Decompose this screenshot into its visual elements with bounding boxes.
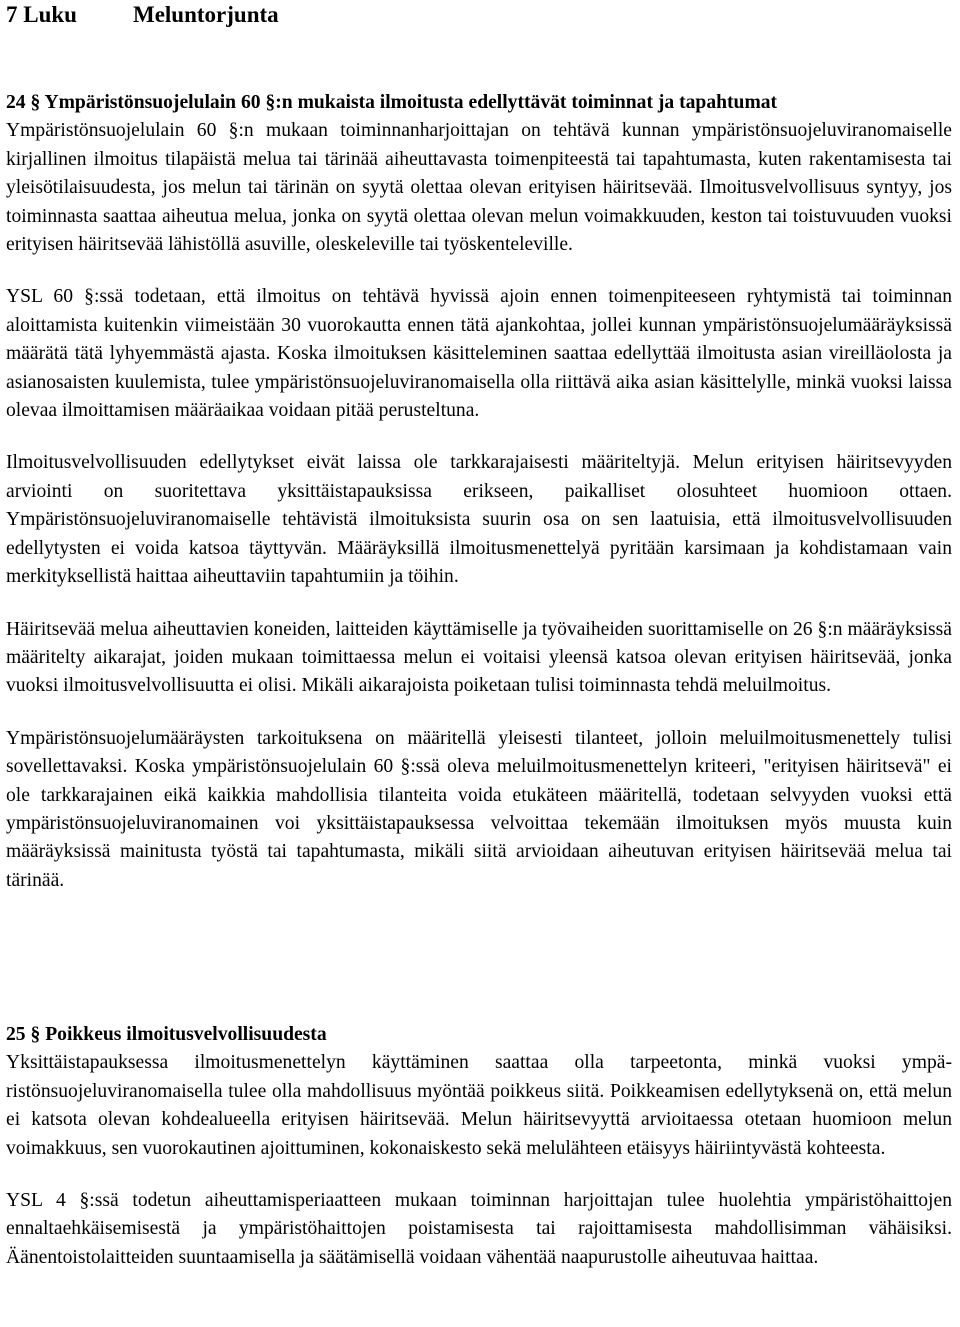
section-24-paragraph-2: YSL 60 §:ssä todetaan, että ilmoitus on tehtävä hyvissä ajoin ennen toimenpiteeseen ryhtymistä tai toiminnan aloittamista kuitenkin viimeistään 30 vuorokautta ennen tätä ajankohtaa, jollei kunnan ympäristönsuojelumääräyksissä määrätä tätä lyhyemmästä ajasta. Koska ilmoituksen käsitteleminen saattaa edellyttää ilmoitusta asian vireilläolosta ja asianosaisten kuulemista, tulee ympäristönsuojeluviranomaisella olla riittävä aika asian käsittelylle, minkä vuoksi laissa olevaa ilmoittamisen määräaikaa voidaan pitää perusteltuna. <box>6 286 952 422</box>
section-25-title: 25 § Poikkeus ilmoitusvelvollisuudesta <box>6 1024 327 1045</box>
section-24-paragraph-5: Ympäristönsuojelumääräysten tarkoituksena on määritellä yleisesti tilanteet, jolloin meluilmoitusmenettely tulisi sovellettavaksi. Koska ympäristönsuojelulain 60 §:ssä oleva meluilmoitusmenettelyn kriteeri, "erityisen häiritsevä" ei ole tarkkarajainen eikä kaikkia mahdollisia tilanteita voida etukäteen määritellä, todetaan selvyyden vuoksi että ympäristönsuojeluviranomainen voi yksittäistapauksessa velvoittaa tekemään ilmoituksen myös muusta kuin määräyksissä mainitusta työstä tai tapahtumasta, mikäli siitä arvioidaan aiheutuvan erityisen häiritsevää melua tai tärinää. <box>6 727 952 891</box>
section-25 <box>6 1021 952 1296</box>
section-24-paragraph-1: Ympäristönsuojelulain 60 §:n mukaan toiminnanharjoittajan on tehtävä kunnan ympäristönsuojeluviranomaiselle kirjallinen ilmoitus tilapäistä melua tai tärinää aiheuttavasta toimenpiteestä tai tapahtumasta, kuten rakentamisesta tai yleisötilaisuudesta, jos melun tai tärinän on syytä olettaa olevan erityisen häiritsevää. Ilmoitusvelvollisuus syntyy, jos toiminnasta saattaa aiheutua melua, jonka on syytä olettaa olevan melun voimakkuuden, keston tai toistuvuuden vuoksi erityisen häiritsevää lähistöllä asuville, oleskeleville tai työskenteleville. <box>6 120 952 256</box>
chapter-title: Meluntorjunta <box>133 2 279 27</box>
section-24-title: 24 § Ympäristönsuojelulain 60 §:n mukaista ilmoitusta edellyttävät toiminnat ja tapahtumat <box>6 92 778 113</box>
chapter-heading <box>6 0 279 30</box>
section-24-paragraph-4: Häiritsevää melua aiheuttavien koneiden, laitteiden käyttämiselle ja työvaiheiden suorittamiselle on 26 §:n määräyksissä määritelty aikarajat, joiden mukaan toimittaessa melun ei voitaisi yleensä katsoa olevan erityisen häiritsevää, jonka vuoksi ilmoitusvelvollisuutta ei olisi. Mikäli aikarajoista poiketaan tulisi toiminnasta tehdä meluilmoitus. <box>6 618 952 697</box>
section-25-paragraph-1: Yksittäistapauksessa ilmoitusmenettelyn käyttäminen saattaa olla tarpeetonta, minkä vuoksi ympäristönsuojeluviranomaisella tulee olla mahdollisuus myöntää poikkeus siitä. Poikkeamisen edellytyksenä on, että melun ei katsota olevan kohdealueella erityisen häiritsevää. Melun häiritsevyyttä arvioitaessa otetaan huomioon melun voimakkuus, sen vuorokautinen ajoittuminen, kokonaiskesto sekä melulähteen etäisyys häiriintyvästä kohteesta. <box>6 1052 952 1159</box>
section-24 <box>6 89 952 919</box>
section-25-paragraph-2: YSL 4 §:ssä todetun aiheuttamisperiaatteen mukaan toiminnan harjoittajan tulee huolehtia ympäristöhaittojen ennaltaehkäisemisestä ja ympäristöhaittojen poistamisesta tai rajoittamisesta mahdollisimman vähäisiksi. Äänentoistolaitteiden suuntaamisella ja säätämisellä voidaan vähentää naapurustolle aiheutuvaa haittaa. <box>6 1190 952 1268</box>
section-24-paragraph-3: Ilmoitusvelvollisuuden edellytykset eivät laissa ole tarkkarajaisesti määriteltyjä. Melun erityisen häiritsevyyden arviointi on suoritettava yksittäistapauksissa erikseen, paikalliset olosuhteet huomioon ottaen. Ympäristönsuojeluviranomaiselle tehtävistä ilmoituksista suurin osa on sen laatuisia, että ilmoitusvelvollisuuden edellytysten ei voida katsoa täyttyvän. Määräyksillä ilmoitusmenettelyä pyritään karsimaan ja kohdistamaan vain merkityksellistä haittaa aiheuttaviin tapahtumiin ja töihin. <box>6 452 952 588</box>
chapter-number: 7 Luku <box>6 2 77 27</box>
